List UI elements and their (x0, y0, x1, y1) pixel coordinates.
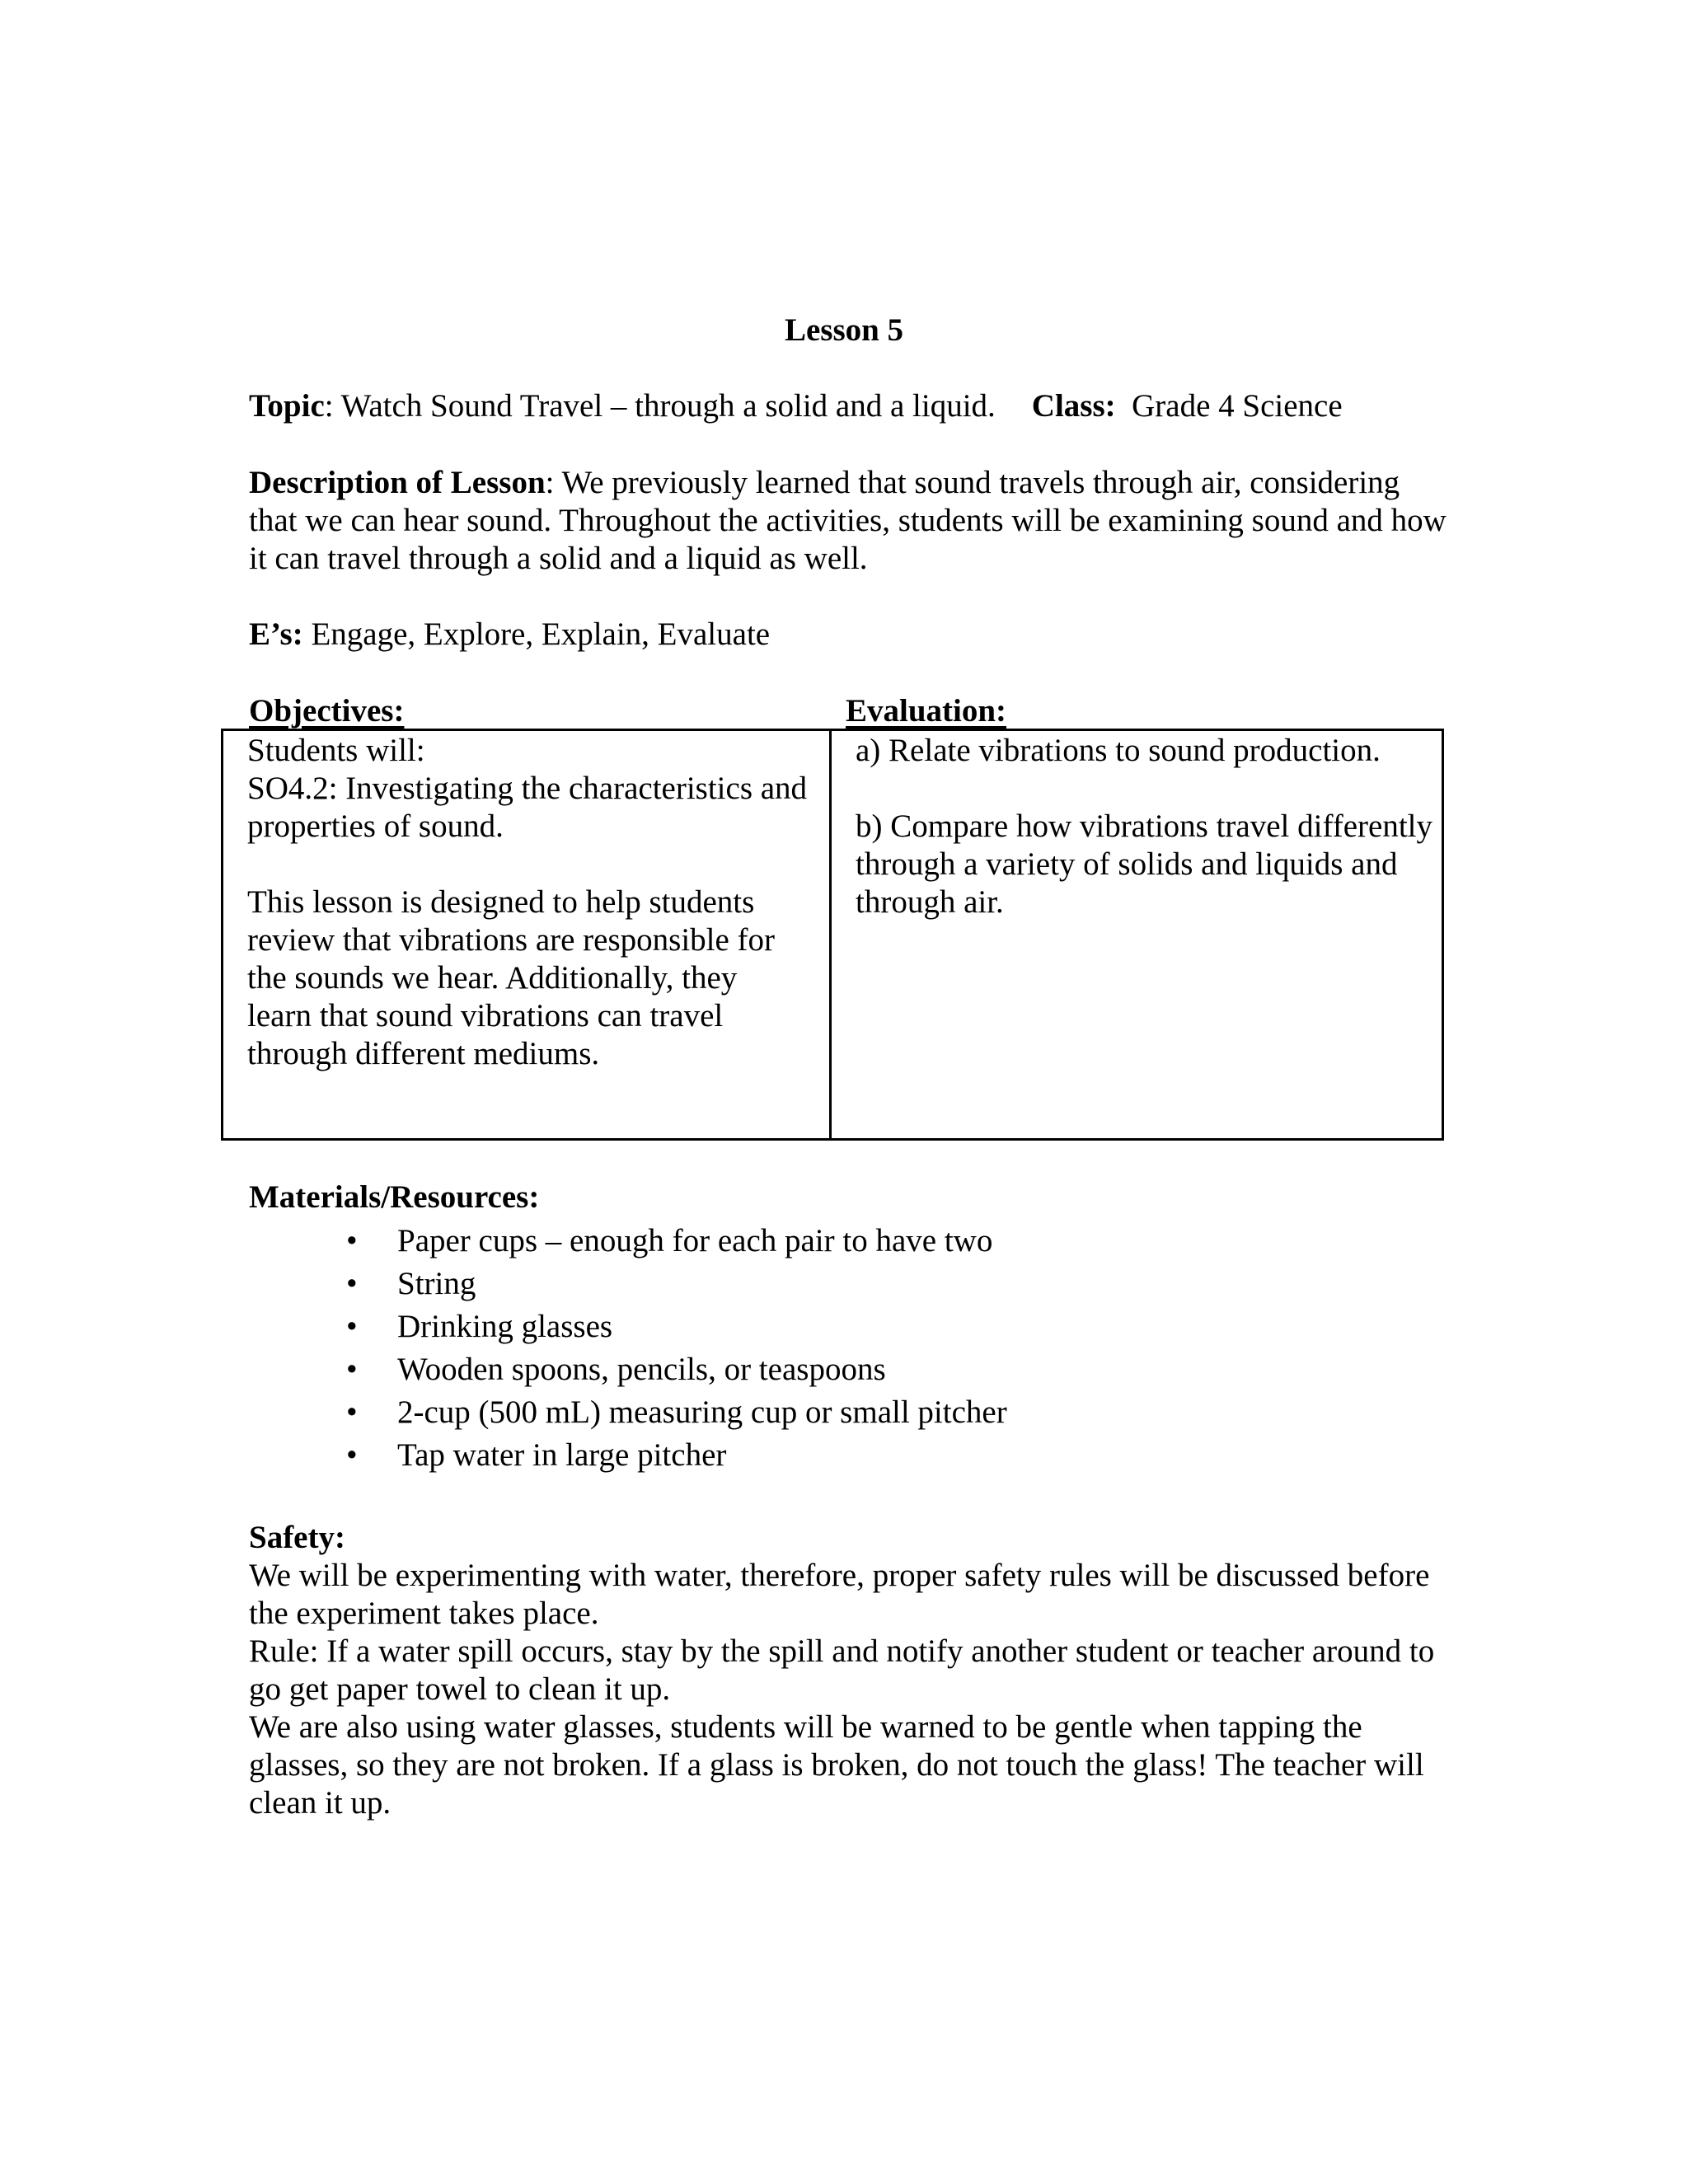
list-item: • Drinking glasses (249, 1305, 1403, 1348)
bullet-icon: • (346, 1266, 358, 1301)
table-column-divider (829, 729, 832, 1141)
topic-line (249, 387, 1452, 425)
list-item: • Paper cups – enough for each pair to have two (249, 1220, 1403, 1263)
description-paragraph (249, 464, 1452, 578)
evaluation-item-b: b) Compare how vibrations travel differently through a variety of solids and liquids and through air. (856, 808, 1433, 920)
objectives-cell (247, 732, 808, 1073)
description-label: Description of Lesson (249, 465, 546, 500)
evaluation-cell (856, 732, 1432, 921)
topic-text: : Watch Sound Travel – through a solid and a liquid. (324, 388, 996, 424)
topic-label: Topic (249, 388, 325, 424)
objectives-line-2: SO4.2: Investigating the characteristics and properties of sound. (247, 771, 808, 844)
list-item: • Wooden spoons, pencils, or teaspoons (249, 1348, 1403, 1391)
objectives-line-1: Students will: (247, 733, 425, 768)
bullet-icon: • (346, 1352, 358, 1387)
class-label: Class: (1031, 388, 1116, 424)
es-text: Engage, Explore, Explain, Evaluate (311, 616, 771, 652)
lesson-title: Lesson 5 (784, 312, 904, 348)
list-item: • Tap water in large pitcher (249, 1434, 1403, 1477)
bullet-icon: • (346, 1309, 358, 1344)
bullet-icon: • (346, 1437, 358, 1473)
description-text: : We previously learned that sound travels through air, considering that we can hear sound. Throughout the activities, students will be examining sound and how it can travel through a solid and a liquid as well. (249, 465, 1447, 576)
safety-heading: Safety: (249, 1520, 345, 1555)
bullet-icon: • (346, 1394, 358, 1430)
evaluation-item-a: a) Relate vibrations to sound production. (856, 733, 1381, 768)
list-item: • String (249, 1263, 1403, 1305)
objectives-heading: Objectives: (249, 693, 405, 729)
bullet-icon: • (346, 1223, 358, 1258)
safety-paragraph-1: We will be experimenting with water, therefore, proper safety rules will be discussed before the experiment takes place. (249, 1558, 1430, 1631)
es-line (249, 616, 1452, 654)
es-label: E’s: (249, 616, 303, 652)
safety-body (249, 1557, 1452, 1822)
list-item: • 2-cup (500 mL) measuring cup or small pitcher (249, 1391, 1403, 1434)
class-value: Grade 4 Science (1132, 388, 1343, 424)
evaluation-heading: Evaluation: (846, 693, 1007, 729)
materials-heading: Materials/Resources: (249, 1179, 540, 1215)
materials-list (249, 1220, 1403, 1477)
safety-paragraph-3: We are also using water glasses, students will be warned to be gentle when tapping the glasses, so they are not broken. If a glass is broken, do not touch the glass! The teacher will clean it up. (249, 1709, 1424, 1821)
objectives-paragraph: This lesson is designed to help students review that vibrations are responsible for the sounds we hear. Additionally, they learn that sound vibrations can travel through different mediums. (247, 884, 776, 1071)
safety-paragraph-2: Rule: If a water spill occurs, stay by the spill and notify another student or teacher around to go get paper towel to clean it up. (249, 1633, 1435, 1707)
